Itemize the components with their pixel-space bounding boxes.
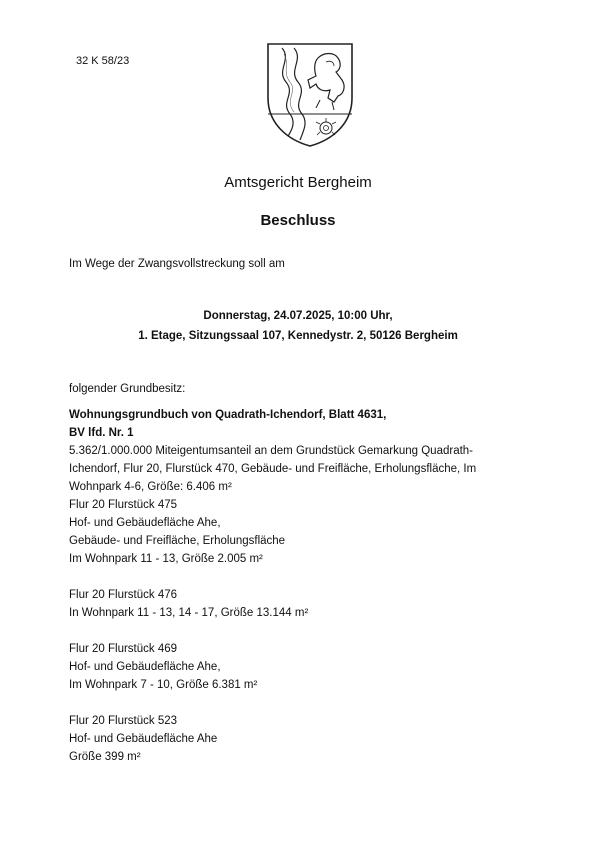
parcel-line: Im Wohnpark 11 - 13, Größe 2.005 m² <box>69 553 263 565</box>
share-line: Ichendorf, Flur 20, Flurstück 470, Gebäude- und Freifläche, Erholungsfläche, Im <box>69 463 477 475</box>
parcel-line: Flur 20 Flurstück 523 <box>69 715 178 727</box>
appointment-location: 1. Etage, Sitzungssaal 107, Kennedystr. 2, 50126 Bergheim <box>138 330 458 342</box>
parcel-block <box>69 496 529 568</box>
property-lead: folgender Grundbesitz: <box>69 383 186 395</box>
case-reference: 32 K 58/23 <box>76 55 130 67</box>
parcel-line: Flur 20 Flurstück 476 <box>69 589 178 601</box>
parcel-block <box>69 712 529 766</box>
property-section <box>69 380 529 766</box>
document-type: Beschluss <box>260 212 336 229</box>
parcel-block <box>69 640 529 694</box>
register-title: Wohnungsgrundbuch von Quadrath-Ichendorf, Blatt 4631, <box>69 409 387 421</box>
appointment-date: Donnerstag, 24.07.2025, 10:00 Uhr, <box>203 310 393 322</box>
parcel-line: Flur 20 Flurstück 469 <box>69 643 178 655</box>
parcel-line: In Wohnpark 11 - 13, 14 - 17, Größe 13.144 m² <box>69 607 309 619</box>
parcel-line: Im Wohnpark 7 - 10, Größe 6.381 m² <box>69 679 258 691</box>
parcel-line: Flur 20 Flurstück 475 <box>69 499 178 511</box>
parcel-line: Hof- und Gebäudefläche Ahe, <box>69 661 221 673</box>
bv-number: BV lfd. Nr. 1 <box>69 427 134 439</box>
parcel-line: Hof- und Gebäudefläche Ahe <box>69 733 218 745</box>
parcel-block <box>69 586 529 622</box>
intro-text: Im Wege der Zwangsvollstreckung soll am <box>69 258 285 270</box>
parcel-line: Größe 399 m² <box>69 751 141 763</box>
share-line: Wohnpark 4-6, Größe: 6.406 m² <box>69 481 232 493</box>
share-line: 5.362/1.000.000 Miteigentumsanteil an dem Grundstück Gemarkung Quadrath- <box>69 445 474 457</box>
court-name: Amtsgericht Bergheim <box>224 174 372 191</box>
nrw-coat-of-arms-icon <box>262 40 358 148</box>
parcel-line: Gebäude- und Freifläche, Erholungsfläche <box>69 535 286 547</box>
parcel-line: Hof- und Gebäudefläche Ahe, <box>69 517 221 529</box>
